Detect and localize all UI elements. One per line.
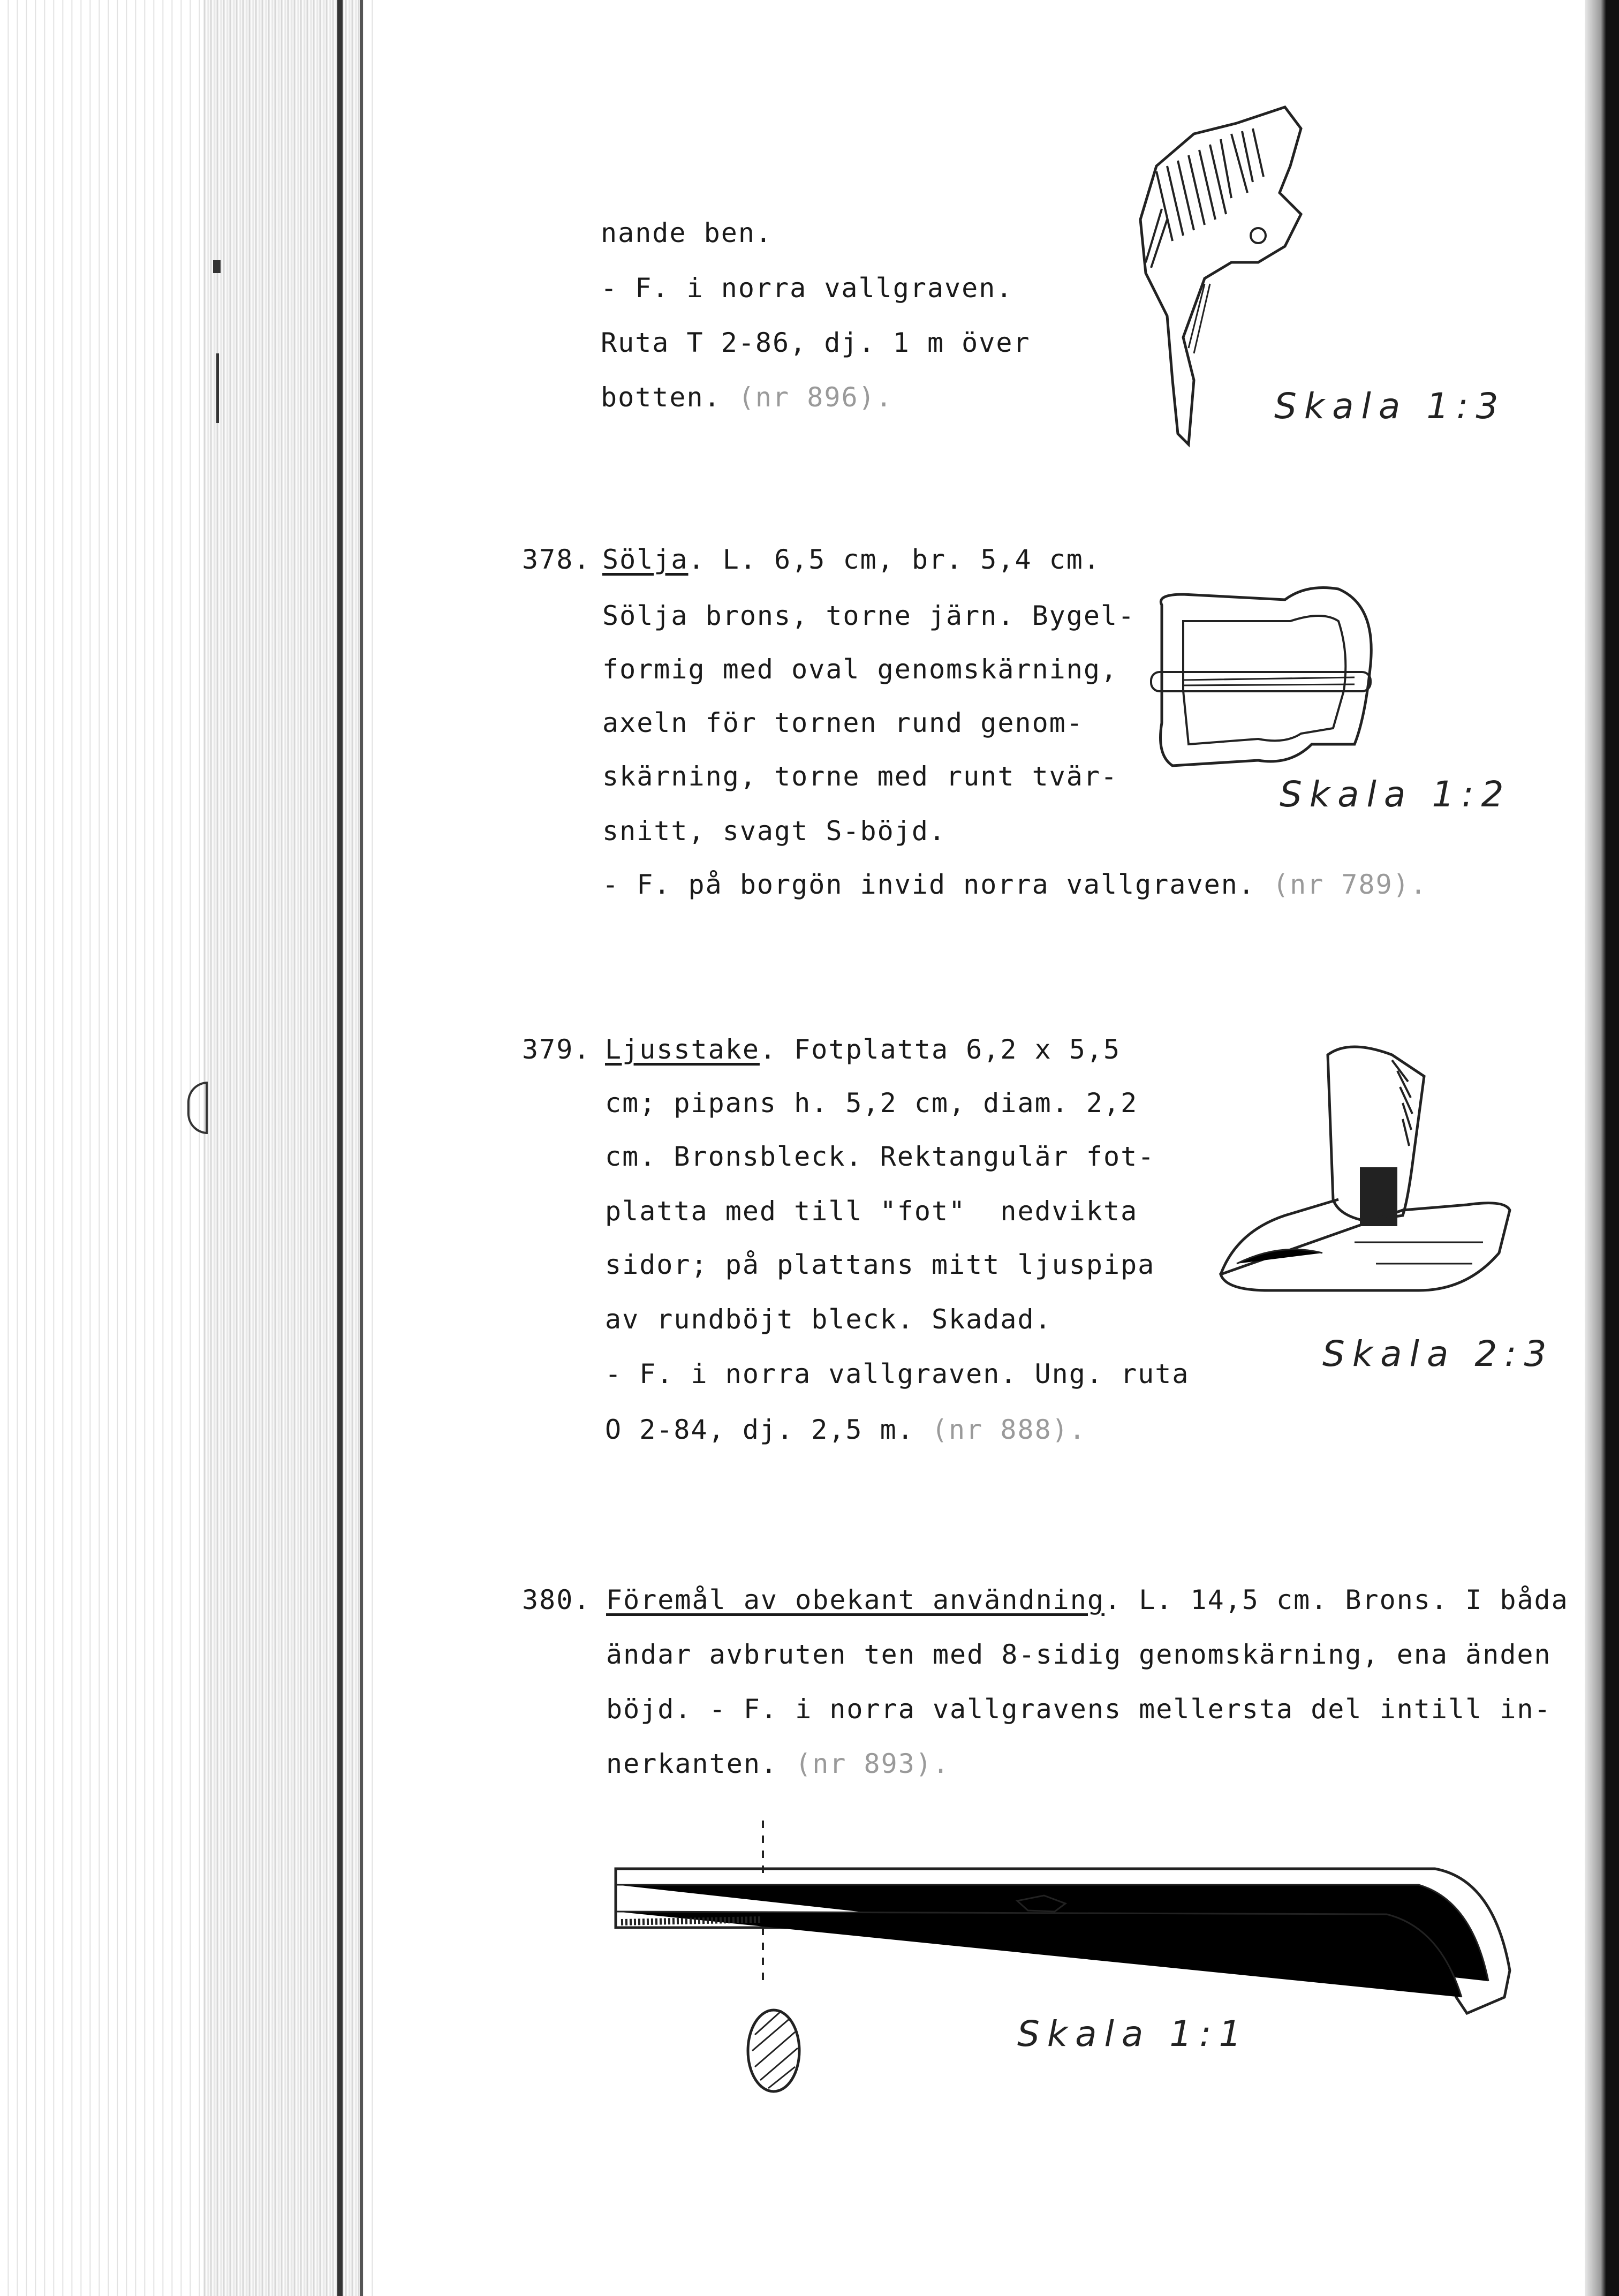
candlestick-drawing xyxy=(1215,1039,1515,1328)
scale-label: Skala 1:3 xyxy=(1274,386,1506,427)
entry-title: Sölja xyxy=(602,544,689,575)
entry-title: Föremål av obekant användning xyxy=(606,1584,1104,1615)
bronze-rod-drawing xyxy=(605,1821,1515,2120)
buckle-drawing xyxy=(1151,584,1387,776)
text-line: av rundböjt bleck. Skadad. xyxy=(605,1304,1052,1335)
margin-mark xyxy=(213,260,221,273)
text-line: nerkanten. (nr 893). xyxy=(606,1748,950,1779)
entry-number: 378. xyxy=(522,544,591,575)
text-line: botten. (nr 896). xyxy=(601,382,893,413)
text-line: - F. i norra vallgraven. xyxy=(601,273,1013,304)
text-line: Föremål av obekant användning. L. 14,5 cm. Brons. I båda xyxy=(606,1584,1569,1615)
catalog-ref: (nr 789). xyxy=(1273,869,1427,900)
text-line: cm. Bronsbleck. Rektangulär fot- xyxy=(605,1141,1155,1172)
catalog-ref: (nr 896). xyxy=(738,382,893,413)
text-line: skärning, torne med runt tvär- xyxy=(602,761,1118,792)
scale-label: Skala 2:3 xyxy=(1322,1333,1554,1374)
text-line: formig med oval genomskärning, xyxy=(602,654,1118,685)
text-line: Ljusstake. Fotplatta 6,2 x 5,5 xyxy=(605,1034,1121,1065)
text-line: axeln för tornen rund genom- xyxy=(602,707,1084,738)
scale-label: Skala 1:1 xyxy=(1017,2013,1249,2055)
text-line: Sölja. L. 6,5 cm, br. 5,4 cm. xyxy=(602,544,1101,575)
scan-right-edge xyxy=(1585,0,1619,2296)
entry-number: 379. xyxy=(522,1034,591,1065)
book-spine-shadow xyxy=(337,0,343,2296)
text-line: - F. på borgön invid norra vallgraven. (nr 789). xyxy=(602,869,1427,900)
text-line: - F. i norra vallgraven. Ung. ruta xyxy=(605,1358,1190,1389)
catalog-ref: (nr 888). xyxy=(931,1414,1086,1445)
text-line: O 2-84, dj. 2,5 m. (nr 888). xyxy=(605,1414,1086,1445)
text-line: cm; pipans h. 5,2 cm, diam. 2,2 xyxy=(605,1087,1138,1119)
scale-label: Skala 1:2 xyxy=(1280,774,1511,815)
text-line: sidor; på plattans mitt ljuspipa xyxy=(605,1249,1155,1280)
catalog-ref: (nr 893). xyxy=(795,1748,950,1779)
text-line: platta med till "fot" nedvikta xyxy=(605,1196,1138,1227)
margin-mark xyxy=(216,353,219,423)
entry-number: 380. xyxy=(522,1584,591,1615)
text-line: Sölja brons, torne järn. Bygel- xyxy=(602,600,1136,631)
entry-title: Ljusstake xyxy=(605,1034,760,1065)
text-line: snitt, svagt S-böjd. xyxy=(602,815,947,847)
book-spine-line xyxy=(360,0,363,2296)
text-line: böjd. - F. i norra vallgravens mellersta del intill in- xyxy=(606,1694,1552,1725)
text-line: ändar avbruten ten med 8-sidig genomskärning, ena änden xyxy=(606,1639,1552,1670)
text-line: Ruta T 2-86, dj. 1 m över xyxy=(601,327,1031,358)
text-line: nande ben. xyxy=(601,217,773,248)
